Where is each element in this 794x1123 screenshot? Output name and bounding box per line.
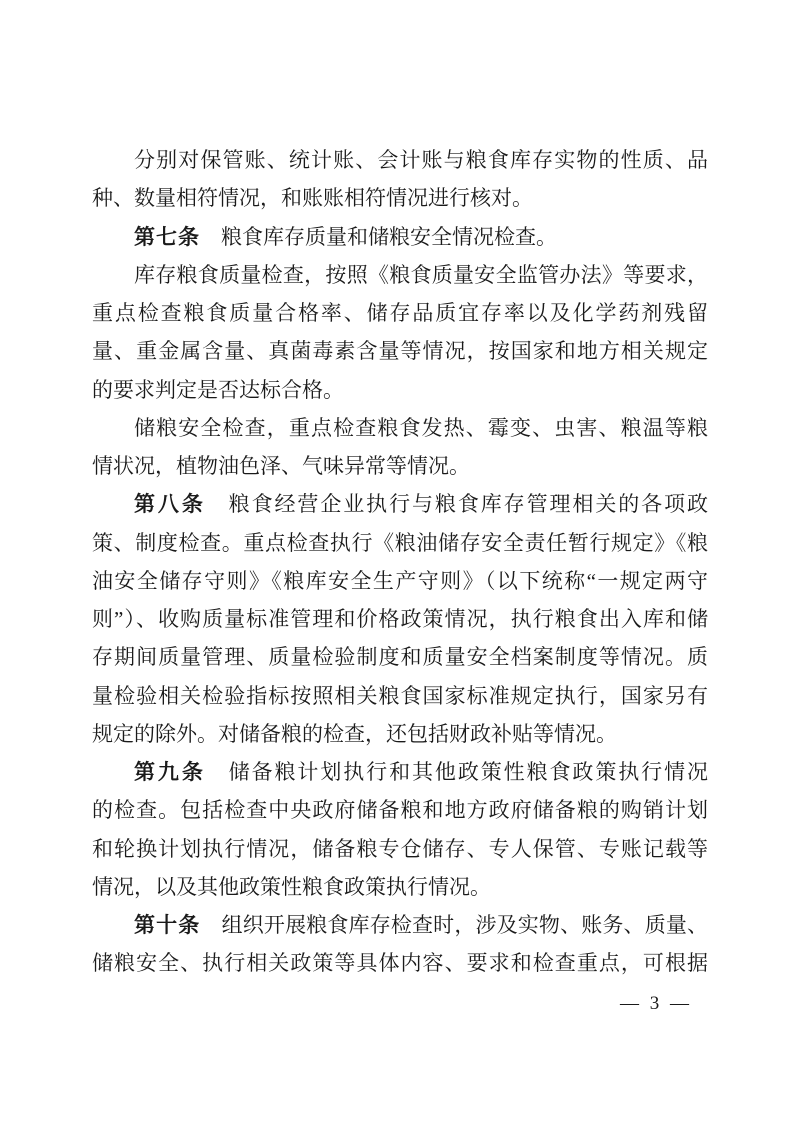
text-segment: 情状况，植物油色泽、气味异常等情况。 — [92, 454, 470, 478]
text-line — [92, 562, 708, 600]
text-segment: 储粮安全、执行相关政策等具体内容、要求和检查重点，可根据 — [92, 951, 708, 976]
text-segment: 情况，以及其他政策性粮食政策执行情况。 — [92, 874, 491, 899]
text-line — [92, 677, 708, 715]
page-number: — 3 — — [620, 993, 692, 1014]
text-line — [92, 906, 708, 944]
text-line — [92, 141, 708, 179]
text-segment: 粮食经营企业执行与粮食库存管理相关的各项政 — [205, 492, 708, 517]
text-segment: 储备粮计划执行和其他政策性粮食政策执行情况 — [205, 760, 708, 784]
text-segment: 种、数量相符情况，和账账相符情况进行核对。 — [92, 186, 533, 211]
text-segment: 则”）、收购质量标准管理和价格政策情况，执行粮食出入库和储 — [92, 607, 708, 631]
text-segment: 的要求判定是否达标合格。 — [92, 377, 344, 402]
text-line — [92, 791, 708, 829]
page-footer — [92, 993, 708, 1015]
article-number: 第九条 — [134, 761, 206, 784]
text-line — [92, 218, 708, 256]
text-segment: 策、制度检查。重点检查执行《粮油储存安全责任暂行规定》《粮 — [92, 530, 708, 555]
text-line — [92, 600, 708, 638]
text-segment: 量、重金属含量、真菌毒素含量等情况，按国家和地方相关规定 — [92, 339, 708, 364]
text-line — [92, 715, 708, 753]
text-line — [92, 830, 708, 868]
text-line — [92, 179, 708, 217]
document-body — [92, 141, 708, 983]
text-line — [92, 294, 708, 332]
article-number: 第十条 — [134, 914, 201, 937]
text-line — [92, 256, 708, 294]
text-line — [92, 753, 708, 791]
text-segment: 重点检查粮食质量合格率、储存品质宜存率以及化学药剂残留 — [92, 301, 708, 325]
article-number: 第七条 — [134, 225, 200, 249]
text-segment: 和轮换计划执行情况，储备粮专仓储存、专人保管、专账记载等 — [92, 836, 708, 861]
article-number: 第八条 — [134, 493, 206, 517]
text-segment: 量检验相关检验指标按照相关粮食国家标准规定执行，国家另有 — [92, 683, 708, 708]
text-segment: 粮食库存质量和储粮安全情况检查。 — [200, 224, 557, 249]
text-line — [92, 332, 708, 370]
text-segment: 的检查。包括检查中央政府储备粮和地方政府储备粮的购销计划 — [92, 798, 708, 823]
text-line — [92, 485, 708, 523]
text-segment: 油安全储存守则》《粮库安全生产守则》（以下统称“一规定两守 — [92, 568, 708, 593]
text-segment: 分别对保管账、统计账、会计账与粮食库存实物的性质、品 — [134, 148, 708, 172]
text-line — [92, 524, 708, 562]
text-segment: 规定的除外。对储备粮的检查，还包括财政补贴等情况。 — [92, 721, 617, 746]
text-line — [92, 944, 708, 982]
text-line — [92, 868, 708, 906]
text-line — [92, 638, 708, 676]
text-line — [92, 409, 708, 447]
text-line — [92, 447, 708, 485]
text-segment: 存期间质量管理、质量检验制度和质量安全档案制度等情况。质 — [92, 645, 708, 670]
text-segment: 组织开展粮食库存检查时，涉及实物、账务、质量、 — [200, 913, 709, 937]
text-segment: 库存粮食质量检查，按照《粮食质量安全监管办法》等要求， — [134, 262, 708, 287]
text-segment: 储粮安全检查，重点检查粮食发热、霉变、虫害、粮温等粮 — [134, 415, 708, 440]
text-line — [92, 371, 708, 409]
